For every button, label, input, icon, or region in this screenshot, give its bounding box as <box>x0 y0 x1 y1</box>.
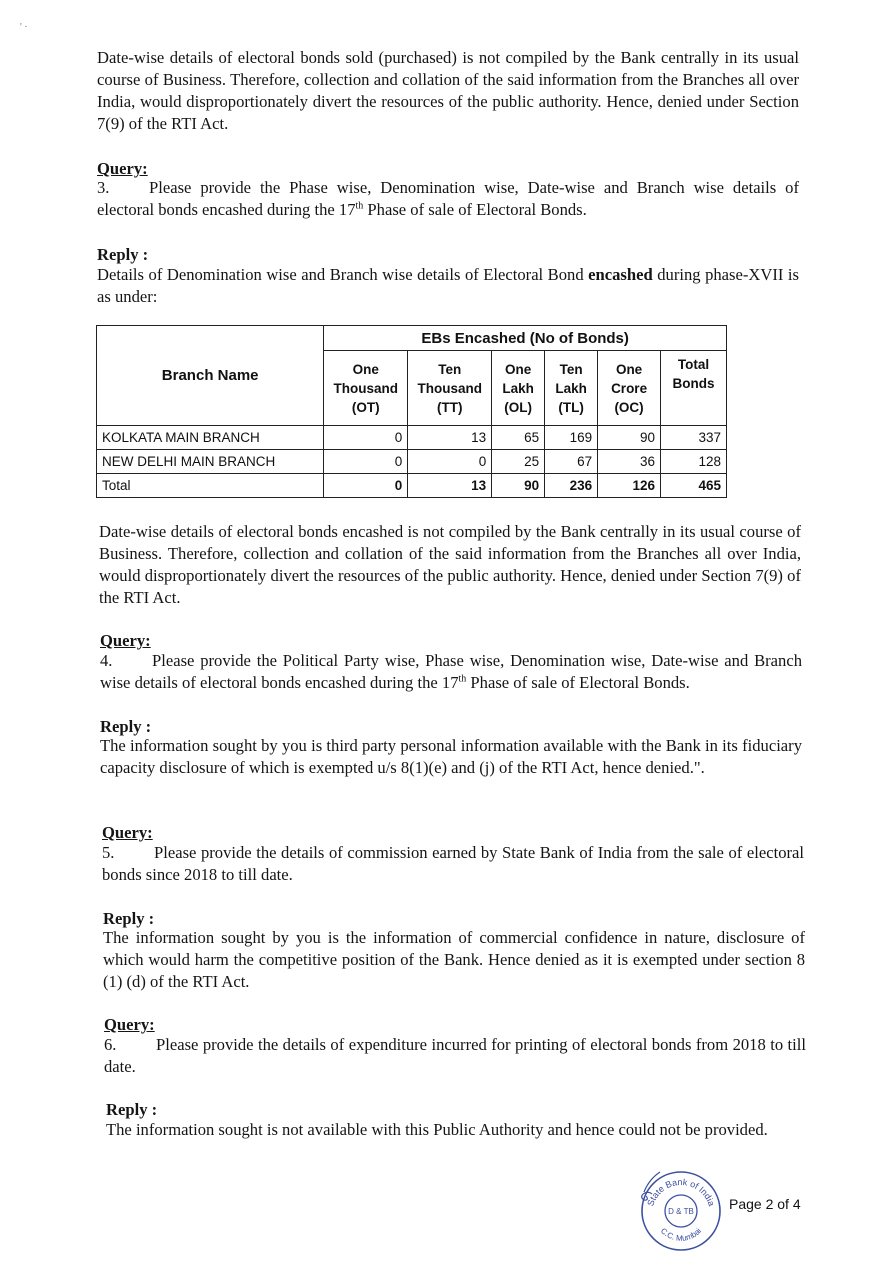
value-cell: 90 <box>598 426 661 450</box>
query-3-text-before: Please provide the Phase wise, Denomination wise, Date-wise and Branch wise details of electoral bonds encashed during the 17 <box>97 178 799 219</box>
total-value-cell: 465 <box>661 474 727 498</box>
table-row-total <box>97 474 727 498</box>
total-value-cell: 0 <box>324 474 408 498</box>
value-cell: 0 <box>324 426 408 450</box>
value-cell: 337 <box>661 426 727 450</box>
query-6-number: 6. <box>104 1035 117 1054</box>
query-5-number: 5. <box>102 843 115 862</box>
col-header-ot: One Thousand (OT) <box>324 351 408 426</box>
group-header: EBs Encashed (No of Bonds) <box>324 326 727 351</box>
value-cell: 0 <box>408 450 492 474</box>
col-header-ol: One Lakh (OL) <box>492 351 545 426</box>
query-4-heading: Query: <box>100 631 151 650</box>
reply-4-text: The information sought by you is third party personal information available with the Bank in its fiduciary capacity disclosure of which is exempted u/s 8(1)(e) and (j) of the RTI Act, hence denied.". <box>100 736 802 777</box>
table-row-kolkata <box>97 426 727 450</box>
value-cell: 67 <box>545 450 598 474</box>
total-value-cell: 13 <box>408 474 492 498</box>
reply-3-text <box>97 264 799 308</box>
reply-5-text: The information sought by you is the information of commercial confidence in nature, disclosure of which would harm the competitive position of the Bank. Hence denied as it is exempted under section 8 (1) (d) of the RTI Act. <box>103 928 805 991</box>
page-number: Page 2 of 4 <box>729 1196 801 1212</box>
value-cell: 65 <box>492 426 545 450</box>
value-cell: 128 <box>661 450 727 474</box>
reply-3-text-before: Details of Denomination wise and Branch wise details of Electoral Bond <box>97 265 589 284</box>
value-cell: 169 <box>545 426 598 450</box>
branch-name-header: Branch Name <box>97 326 324 426</box>
table-row-new-delhi <box>97 450 727 474</box>
seal-bottom-text: C.C. Mumbai <box>658 1226 704 1243</box>
total-value-cell: 236 <box>545 474 598 498</box>
value-cell: 13 <box>408 426 492 450</box>
query-4-text-before: Please provide the Political Party wise, Phase wise, Denomination wise, Date-wise and Branch wise details of electoral bonds encashed during the 17 <box>100 651 802 692</box>
query-3-text-after: Phase of sale of Electoral Bonds. <box>363 200 587 219</box>
query-5-heading: Query: <box>102 823 153 842</box>
reply-6-text: The information sought is not available with this Public Authority and hence could not be provided. <box>106 1120 768 1139</box>
col-header-tt: Ten Thousand (TT) <box>408 351 492 426</box>
reply-4-heading: Reply : <box>100 717 152 736</box>
value-cell: 36 <box>598 450 661 474</box>
svg-text:C.C. Mumbai <box>659 1226 703 1243</box>
corner-marks: ' · <box>20 22 28 33</box>
total-value-cell: 90 <box>492 474 545 498</box>
query-5-text <box>102 842 804 886</box>
col-header-tl: Ten Lakh (TL) <box>545 351 598 426</box>
reply-3-emphasis: encashed <box>588 265 653 284</box>
reply-3-text-after: during phase-XVII is as under: <box>97 265 799 306</box>
reply-5-heading: Reply : <box>103 909 155 928</box>
branch-cell: NEW DELHI MAIN BRANCH <box>97 450 324 474</box>
query-6-body: Please provide the details of expenditure incurred for printing of electoral bonds from 2018 to till date. <box>104 1035 806 1076</box>
reply-6-heading: Reply : <box>106 1100 158 1119</box>
branch-cell: KOLKATA MAIN BRANCH <box>97 426 324 450</box>
bank-seal-stamp <box>640 1170 722 1252</box>
query-4-sup: th <box>458 673 467 685</box>
query-4-number: 4. <box>100 651 113 670</box>
query-3-sup: th <box>355 200 364 212</box>
total-label-cell: Total <box>97 474 324 498</box>
value-cell: 0 <box>324 450 408 474</box>
col-header-total: Total Bonds <box>661 351 727 426</box>
eb-encashed-table <box>96 325 727 498</box>
query-6-text <box>104 1034 806 1078</box>
query-3-text <box>97 177 799 221</box>
col-header-oc: One Crore (OC) <box>598 351 661 426</box>
para-after-table: Date-wise details of electoral bonds encashed is not compiled by the Bank centrally in its usual course of Business. Therefore, collection and collation of the said information from the Branches all over India, would disproportionately divert the resources of the public authority. Hence, denied under Section 7(9) of the RTI Act. <box>99 522 801 607</box>
seal-top-text: State Bank of India <box>645 1176 717 1208</box>
query-6-heading: Query: <box>104 1015 155 1034</box>
total-value-cell: 126 <box>598 474 661 498</box>
intro-paragraph: Date-wise details of electoral bonds sold (purchased) is not compiled by the Bank centrally in its usual course of Business. Therefore, collection and collation of the said information from the Branches all over India, would disproportionately divert the resources of the public authority. Hence, denied under Section 7(9) of the RTI Act. <box>97 48 799 133</box>
query-4-text <box>100 650 802 694</box>
query-5-body: Please provide the details of commission earned by State Bank of India from the sale of electoral bonds since 2018 to till date. <box>102 843 804 884</box>
query-3-number: 3. <box>97 178 110 197</box>
query-4-text-after: Phase of sale of Electoral Bonds. <box>466 673 690 692</box>
reply-3-heading: Reply : <box>97 245 149 264</box>
seal-center-text: D & TB <box>668 1207 694 1216</box>
value-cell: 25 <box>492 450 545 474</box>
query-3-heading: Query: <box>97 159 148 178</box>
